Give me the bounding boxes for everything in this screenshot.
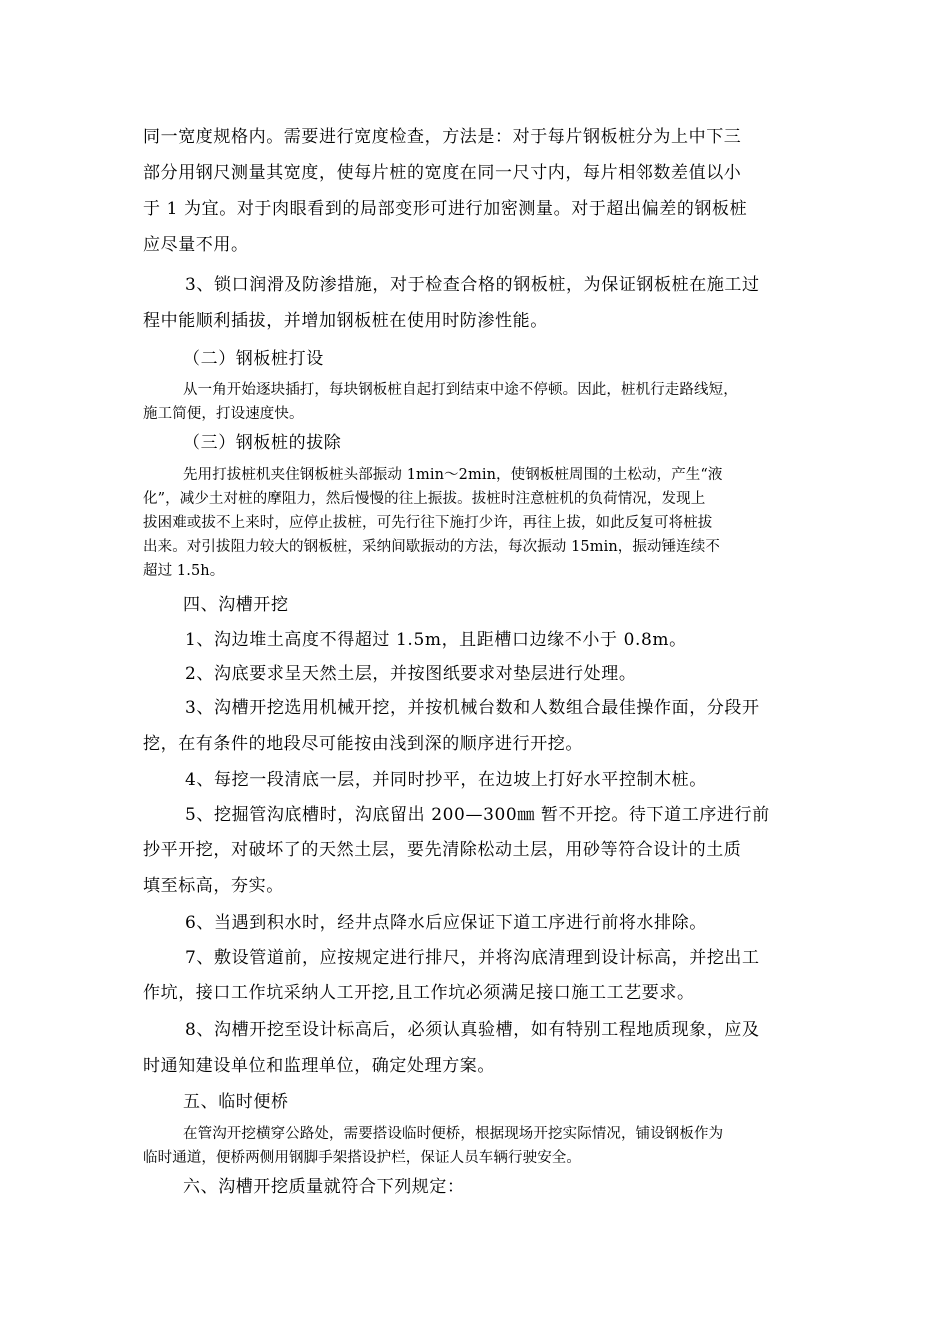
item-text: 1、沟边堆土高度不得超过 1.5m，且距槽口边缘不小于 0.8m。 xyxy=(185,630,687,650)
text-line: 在管沟开挖横穿公路处，需要搭设临时便桥，根据现场开挖实际情况，铺设钢板作为 xyxy=(183,1126,724,1142)
text-line: 8、沟槽开挖至设计标高后，必须认真验槽，如有特别工程地质现象，应及 xyxy=(185,1020,760,1040)
text-line: 程中能顺利插拔，并增加钢板桩在使用时防渗性能。 xyxy=(143,311,548,331)
text-line: 作坑，接口工作坑采纳人工开挖,且工作坑必须满足接口施工工艺要求。 xyxy=(143,983,695,1003)
text-line: 7、敷设管道前，应按规定进行排尺，并将沟底清理到设计标高，并挖出工 xyxy=(185,948,760,968)
text-line: 临时通道，便桥两侧用钢脚手架搭设护栏，保证人员车辆行驶安全。 xyxy=(143,1150,581,1166)
heading-text: 六、沟槽开挖质量就符合下列规定： xyxy=(183,1177,465,1197)
text-line: 超过 1.5h。 xyxy=(143,563,225,579)
text-line: 5、挖掘管沟底槽时，沟底留出 200—300㎜ 暂不开挖。待下道工序进行前 xyxy=(185,805,770,825)
heading-text: （二）钢板桩打设 xyxy=(183,349,324,369)
text-line: 应尽量不用。 xyxy=(143,235,249,255)
item-text: 2、沟底要求呈天然土层，并按图纸要求对垫层进行处理。 xyxy=(185,664,637,684)
heading-text: 四、沟槽开挖 xyxy=(183,595,289,615)
text-line: 挖，在有条件的地段尽可能按由浅到深的顺序进行开挖。 xyxy=(143,734,583,754)
text-line: 先用打拔桩机夹住钢板桩头部振动 1min～2min，使钢板桩周围的土松动，产生“液 xyxy=(183,467,723,483)
heading-text: 五、临时便桥 xyxy=(183,1092,289,1112)
text-line: 填至标高，夯实。 xyxy=(143,876,284,896)
text-line: 同一宽度规格内。需要进行宽度检查，方法是：对于每片钢板桩分为上中下三 xyxy=(143,127,742,147)
text-line: 3、锁口润滑及防渗措施，对于检查合格的钢板桩，为保证钢板桩在施工过 xyxy=(185,275,760,295)
text-line: 拔困难或拔不上来时，应停止拔桩，可先行往下施打少许，再往上拔，如此反复可将桩拔 xyxy=(143,515,713,531)
text-line: 3、沟槽开挖选用机械开挖，并按机械台数和人数组合最佳操作面，分段开 xyxy=(185,698,760,718)
text-line: 出来。对引拔阻力较大的钢板桩，采纳间歇振动的方法，每次振动 15min，振动锤连续不 xyxy=(143,539,720,555)
item-text: 4、每挖一段清底一层，并同时抄平，在边坡上打好水平控制木桩。 xyxy=(185,770,707,790)
heading-text: （三）钢板桩的拔除 xyxy=(183,433,342,453)
text-line: 抄平开挖，对破坏了的天然土层，要先清除松动土层，用砂等符合设计的土质 xyxy=(143,840,742,860)
text-line: 时通知建设单位和监理单位，确定处理方案。 xyxy=(143,1056,495,1076)
text-line: 于 1 为宜。对于肉眼看到的局部变形可进行加密测量。对于超出偏差的钢板桩 xyxy=(143,199,748,219)
text-line: 化”，减少土对桩的摩阻力，然后慢慢的往上振拔。拔桩时注意桩机的负荷情况，发现上 xyxy=(143,491,706,507)
text-line: 施工简便，打设速度快。 xyxy=(143,406,304,422)
text-line: 部分用钢尺测量其宽度，使每片桩的宽度在同一尺寸内，每片相邻数差值以小 xyxy=(143,163,742,183)
item-text: 6、当遇到积水时，经井点降水后应保证下道工序进行前将水排除。 xyxy=(185,913,707,933)
text-line: 从一角开始逐块插打，每块钢板桩自起打到结束中途不停顿。因此，桩机行走路线短， xyxy=(183,382,738,398)
